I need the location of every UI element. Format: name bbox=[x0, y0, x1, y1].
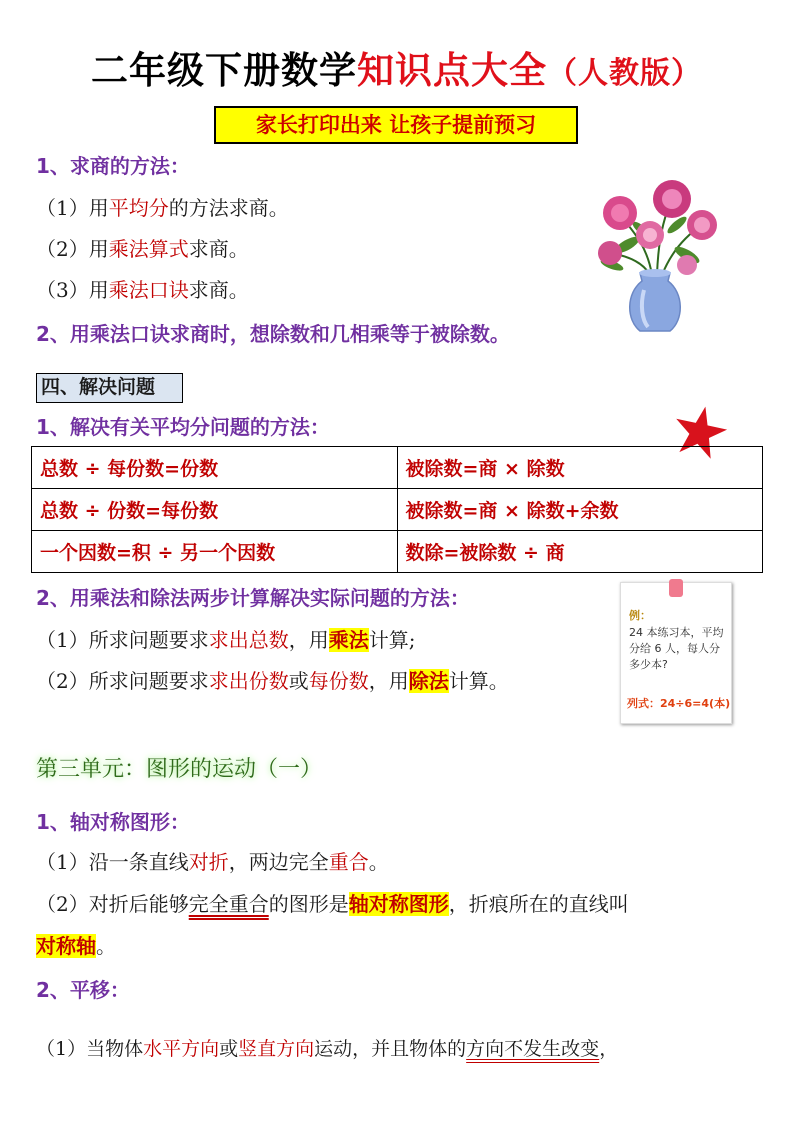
highlight-keyword: 对称轴 bbox=[36, 934, 96, 958]
example-formula: 列式：24÷6=4(本) bbox=[627, 697, 731, 710]
item-keyword: 每份数 bbox=[308, 669, 369, 693]
formula-cell: 一个因数=积 ÷ 另一个因数 bbox=[32, 531, 398, 573]
item-text: 或 bbox=[288, 669, 309, 693]
table-row bbox=[32, 447, 763, 489]
item-text: 所求问题要求 bbox=[88, 628, 209, 652]
underlined-keyword: 完全重合 bbox=[188, 892, 269, 916]
item-text: 沿一条直线 bbox=[88, 850, 189, 874]
unit-three-title: 第三单元：图形的运动（一） bbox=[36, 757, 323, 782]
item-keyword: 竖直方向 bbox=[238, 1038, 315, 1060]
s4-2-heading: 2、用乘法和除法两步计算解决实际问题的方法： bbox=[36, 586, 470, 610]
item-text: 的方法求商。 bbox=[168, 196, 289, 220]
item-keyword: 求出总数 bbox=[208, 628, 289, 652]
u3-1-line-1 bbox=[36, 846, 389, 875]
highlight-keyword: 轴对称图形 bbox=[348, 892, 449, 916]
item-text: ，用 bbox=[288, 628, 329, 652]
s1-heading: 1、求商的方法： bbox=[36, 154, 190, 178]
flower-vase-icon bbox=[592, 175, 722, 335]
formula-cell: 数除=被除数 ÷ 商 bbox=[397, 531, 763, 573]
item-text: 用 bbox=[88, 196, 109, 220]
item-keyword: 平均分 bbox=[108, 196, 169, 220]
item-num: （1） bbox=[36, 628, 89, 652]
item-text: ，两边完全 bbox=[228, 850, 329, 874]
print-banner: 家长打印出来 让孩子提前预习 bbox=[214, 106, 578, 144]
s1-item-1 bbox=[36, 192, 289, 221]
s1-item-3 bbox=[36, 274, 249, 303]
item-text: 计算; bbox=[368, 628, 416, 652]
formula-cell: 被除数=商 × 除数 bbox=[397, 447, 763, 489]
u3-1-heading: 1、轴对称图形： bbox=[36, 810, 190, 834]
formula-cell: 总数 ÷ 份数=每份数 bbox=[32, 489, 398, 531]
highlight-keyword: 除法 bbox=[408, 669, 449, 693]
item-num: （1） bbox=[36, 850, 89, 874]
u3-2-line-1 bbox=[36, 1034, 618, 1061]
item-text: 。 bbox=[368, 850, 389, 874]
item-keyword: 重合 bbox=[328, 850, 369, 874]
underlined-keyword: 方向不发生改变 bbox=[466, 1038, 600, 1060]
item-num: （2） bbox=[36, 669, 89, 693]
u3-1-line-3 bbox=[36, 930, 116, 959]
section-four-title: 四、解决问题 bbox=[36, 373, 183, 403]
pin-icon bbox=[669, 579, 683, 597]
s1-item-2 bbox=[36, 233, 249, 262]
u3-1-line-2 bbox=[36, 888, 629, 917]
item-text: 计算。 bbox=[448, 669, 509, 693]
example-text: 24 本练习本，平均分给 6 人，每人分多少本? bbox=[629, 626, 724, 671]
example-note-card bbox=[620, 582, 732, 724]
s2-heading: 2、用乘法口诀求商时，想除数和几相乘等于被除数。 bbox=[36, 322, 510, 346]
item-text: 当物体 bbox=[86, 1038, 144, 1060]
item-num: （2） bbox=[36, 237, 89, 261]
item-num: （3） bbox=[36, 278, 89, 302]
item-text: 求商。 bbox=[188, 237, 249, 261]
item-text: 运动，并且物体的 bbox=[314, 1038, 467, 1060]
item-keyword: 求出份数 bbox=[208, 669, 289, 693]
item-text: 所求问题要求 bbox=[88, 669, 209, 693]
item-text: 对折后能够 bbox=[88, 892, 189, 916]
item-num: （2） bbox=[36, 892, 89, 916]
item-keyword: 乘法口诀 bbox=[108, 278, 189, 302]
item-keyword: 对折 bbox=[188, 850, 229, 874]
formula-cell: 总数 ÷ 每份数=份数 bbox=[32, 447, 398, 489]
s4-1-heading: 1、解决有关平均分问题的方法： bbox=[36, 415, 330, 439]
item-keyword: 水平方向 bbox=[143, 1038, 220, 1060]
title-main: 二年级下册数学 bbox=[91, 49, 357, 92]
item-keyword: 乘法算式 bbox=[108, 237, 189, 261]
formula-cell: 被除数=商 × 除数+余数 bbox=[397, 489, 763, 531]
s4-2-line-2 bbox=[36, 665, 509, 694]
item-text: ，折痕所在的直线叫 bbox=[448, 892, 629, 916]
item-num: （1） bbox=[36, 196, 89, 220]
item-text: ， bbox=[599, 1038, 619, 1060]
page-title bbox=[0, 40, 793, 94]
item-text: 求商。 bbox=[188, 278, 249, 302]
example-label: 例： bbox=[629, 609, 651, 622]
title-edition: （人教版） bbox=[547, 56, 702, 91]
item-text: 的图形是 bbox=[268, 892, 349, 916]
s4-2-line-1 bbox=[36, 624, 415, 653]
title-highlight: 知识点大全 bbox=[357, 49, 547, 92]
item-num: （1） bbox=[36, 1038, 87, 1060]
highlight-keyword: 乘法 bbox=[328, 628, 369, 652]
item-text: 用 bbox=[88, 278, 109, 302]
u3-2-heading: 2、平移： bbox=[36, 978, 130, 1002]
item-text: ，用 bbox=[368, 669, 409, 693]
item-text: 。 bbox=[96, 934, 116, 958]
table-row bbox=[32, 531, 763, 573]
item-text: 用 bbox=[88, 237, 109, 261]
formula-table bbox=[31, 446, 763, 573]
item-text: 或 bbox=[219, 1038, 239, 1060]
table-row bbox=[32, 489, 763, 531]
